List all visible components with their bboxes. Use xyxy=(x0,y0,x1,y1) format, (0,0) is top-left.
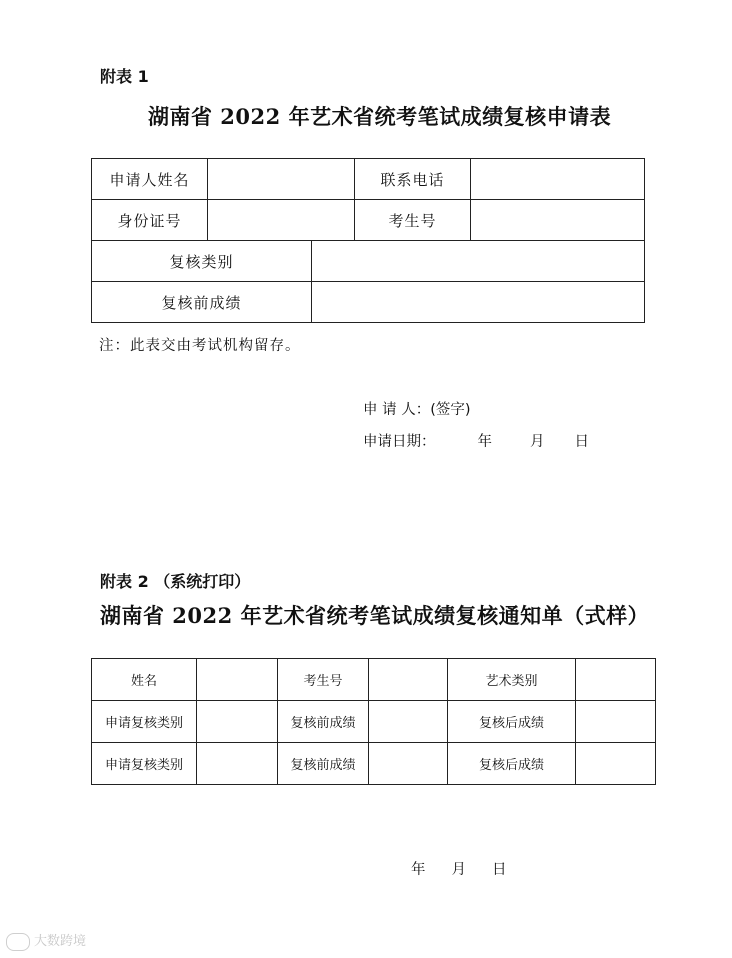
day-label: 日 xyxy=(492,862,507,878)
id-number-field[interactable] xyxy=(208,200,355,241)
review-category-label: 复核类别 xyxy=(92,241,312,282)
pre-review-score-field xyxy=(369,701,448,743)
pre-review-score-field[interactable] xyxy=(312,282,645,323)
review-category-label: 申请复核类别 xyxy=(92,701,197,743)
phone-label: 联系电话 xyxy=(355,159,471,200)
post-review-score-label: 复核后成绩 xyxy=(448,701,576,743)
watermark-text: 大数跨境 xyxy=(34,934,87,949)
annex2-label: 附表 2 （系统打印） xyxy=(100,572,251,591)
pre-review-score-label: 复核前成绩 xyxy=(278,743,369,785)
post-review-score-field xyxy=(576,743,656,785)
table-row xyxy=(92,241,645,282)
post-review-score-label: 复核后成绩 xyxy=(448,743,576,785)
annex1-label: 附表 1 xyxy=(100,67,149,86)
applicant-signature-label: 申 请 人：(签字) xyxy=(363,402,471,418)
month-label: 月 xyxy=(451,862,466,878)
application-date-label: 申请日期： xyxy=(363,434,436,450)
annex2-title: 湖南省 2022 年艺术省统考笔试成绩复核通知单（式样） xyxy=(100,603,650,628)
notice-table xyxy=(91,658,656,785)
applicant-name-field[interactable] xyxy=(208,159,355,200)
watermark-logo-icon xyxy=(6,933,30,951)
art-category-label: 艺术类别 xyxy=(448,659,576,701)
id-number-label: 身份证号 xyxy=(92,200,208,241)
pre-review-score-field xyxy=(369,743,448,785)
table-row xyxy=(92,701,656,743)
table-row xyxy=(92,282,645,323)
exam-number-field xyxy=(369,659,448,701)
pre-review-score-label: 复核前成绩 xyxy=(92,282,312,323)
year-label: 年 xyxy=(411,862,426,878)
annex1-title: 湖南省 2022 年艺术省统考笔试成绩复核申请表 xyxy=(148,104,612,129)
applicant-name-label: 申请人姓名 xyxy=(92,159,208,200)
review-category-field[interactable] xyxy=(312,241,645,282)
month-label: 月 xyxy=(530,434,545,450)
art-category-field xyxy=(576,659,656,701)
exam-number-field[interactable] xyxy=(471,200,645,241)
watermark xyxy=(6,930,86,951)
exam-number-label: 考生号 xyxy=(355,200,471,241)
post-review-score-field xyxy=(576,701,656,743)
notice-date-line xyxy=(411,858,507,879)
review-category-label: 申请复核类别 xyxy=(92,743,197,785)
storage-note: 注：此表交由考试机构留存。 xyxy=(99,338,301,354)
table-row xyxy=(92,659,656,701)
year-label: 年 xyxy=(477,434,492,450)
table-row xyxy=(92,159,645,200)
pre-review-score-label: 复核前成绩 xyxy=(278,701,369,743)
table-row xyxy=(92,743,656,785)
exam-number-label: 考生号 xyxy=(278,659,369,701)
name-label: 姓名 xyxy=(92,659,197,701)
name-field xyxy=(197,659,278,701)
day-label: 日 xyxy=(574,434,589,450)
phone-field[interactable] xyxy=(471,159,645,200)
review-category-field xyxy=(197,701,278,743)
review-category-field xyxy=(197,743,278,785)
applicant-signature-line xyxy=(363,398,471,419)
application-date-line xyxy=(363,430,589,451)
table-row xyxy=(92,200,645,241)
application-table xyxy=(91,158,645,323)
